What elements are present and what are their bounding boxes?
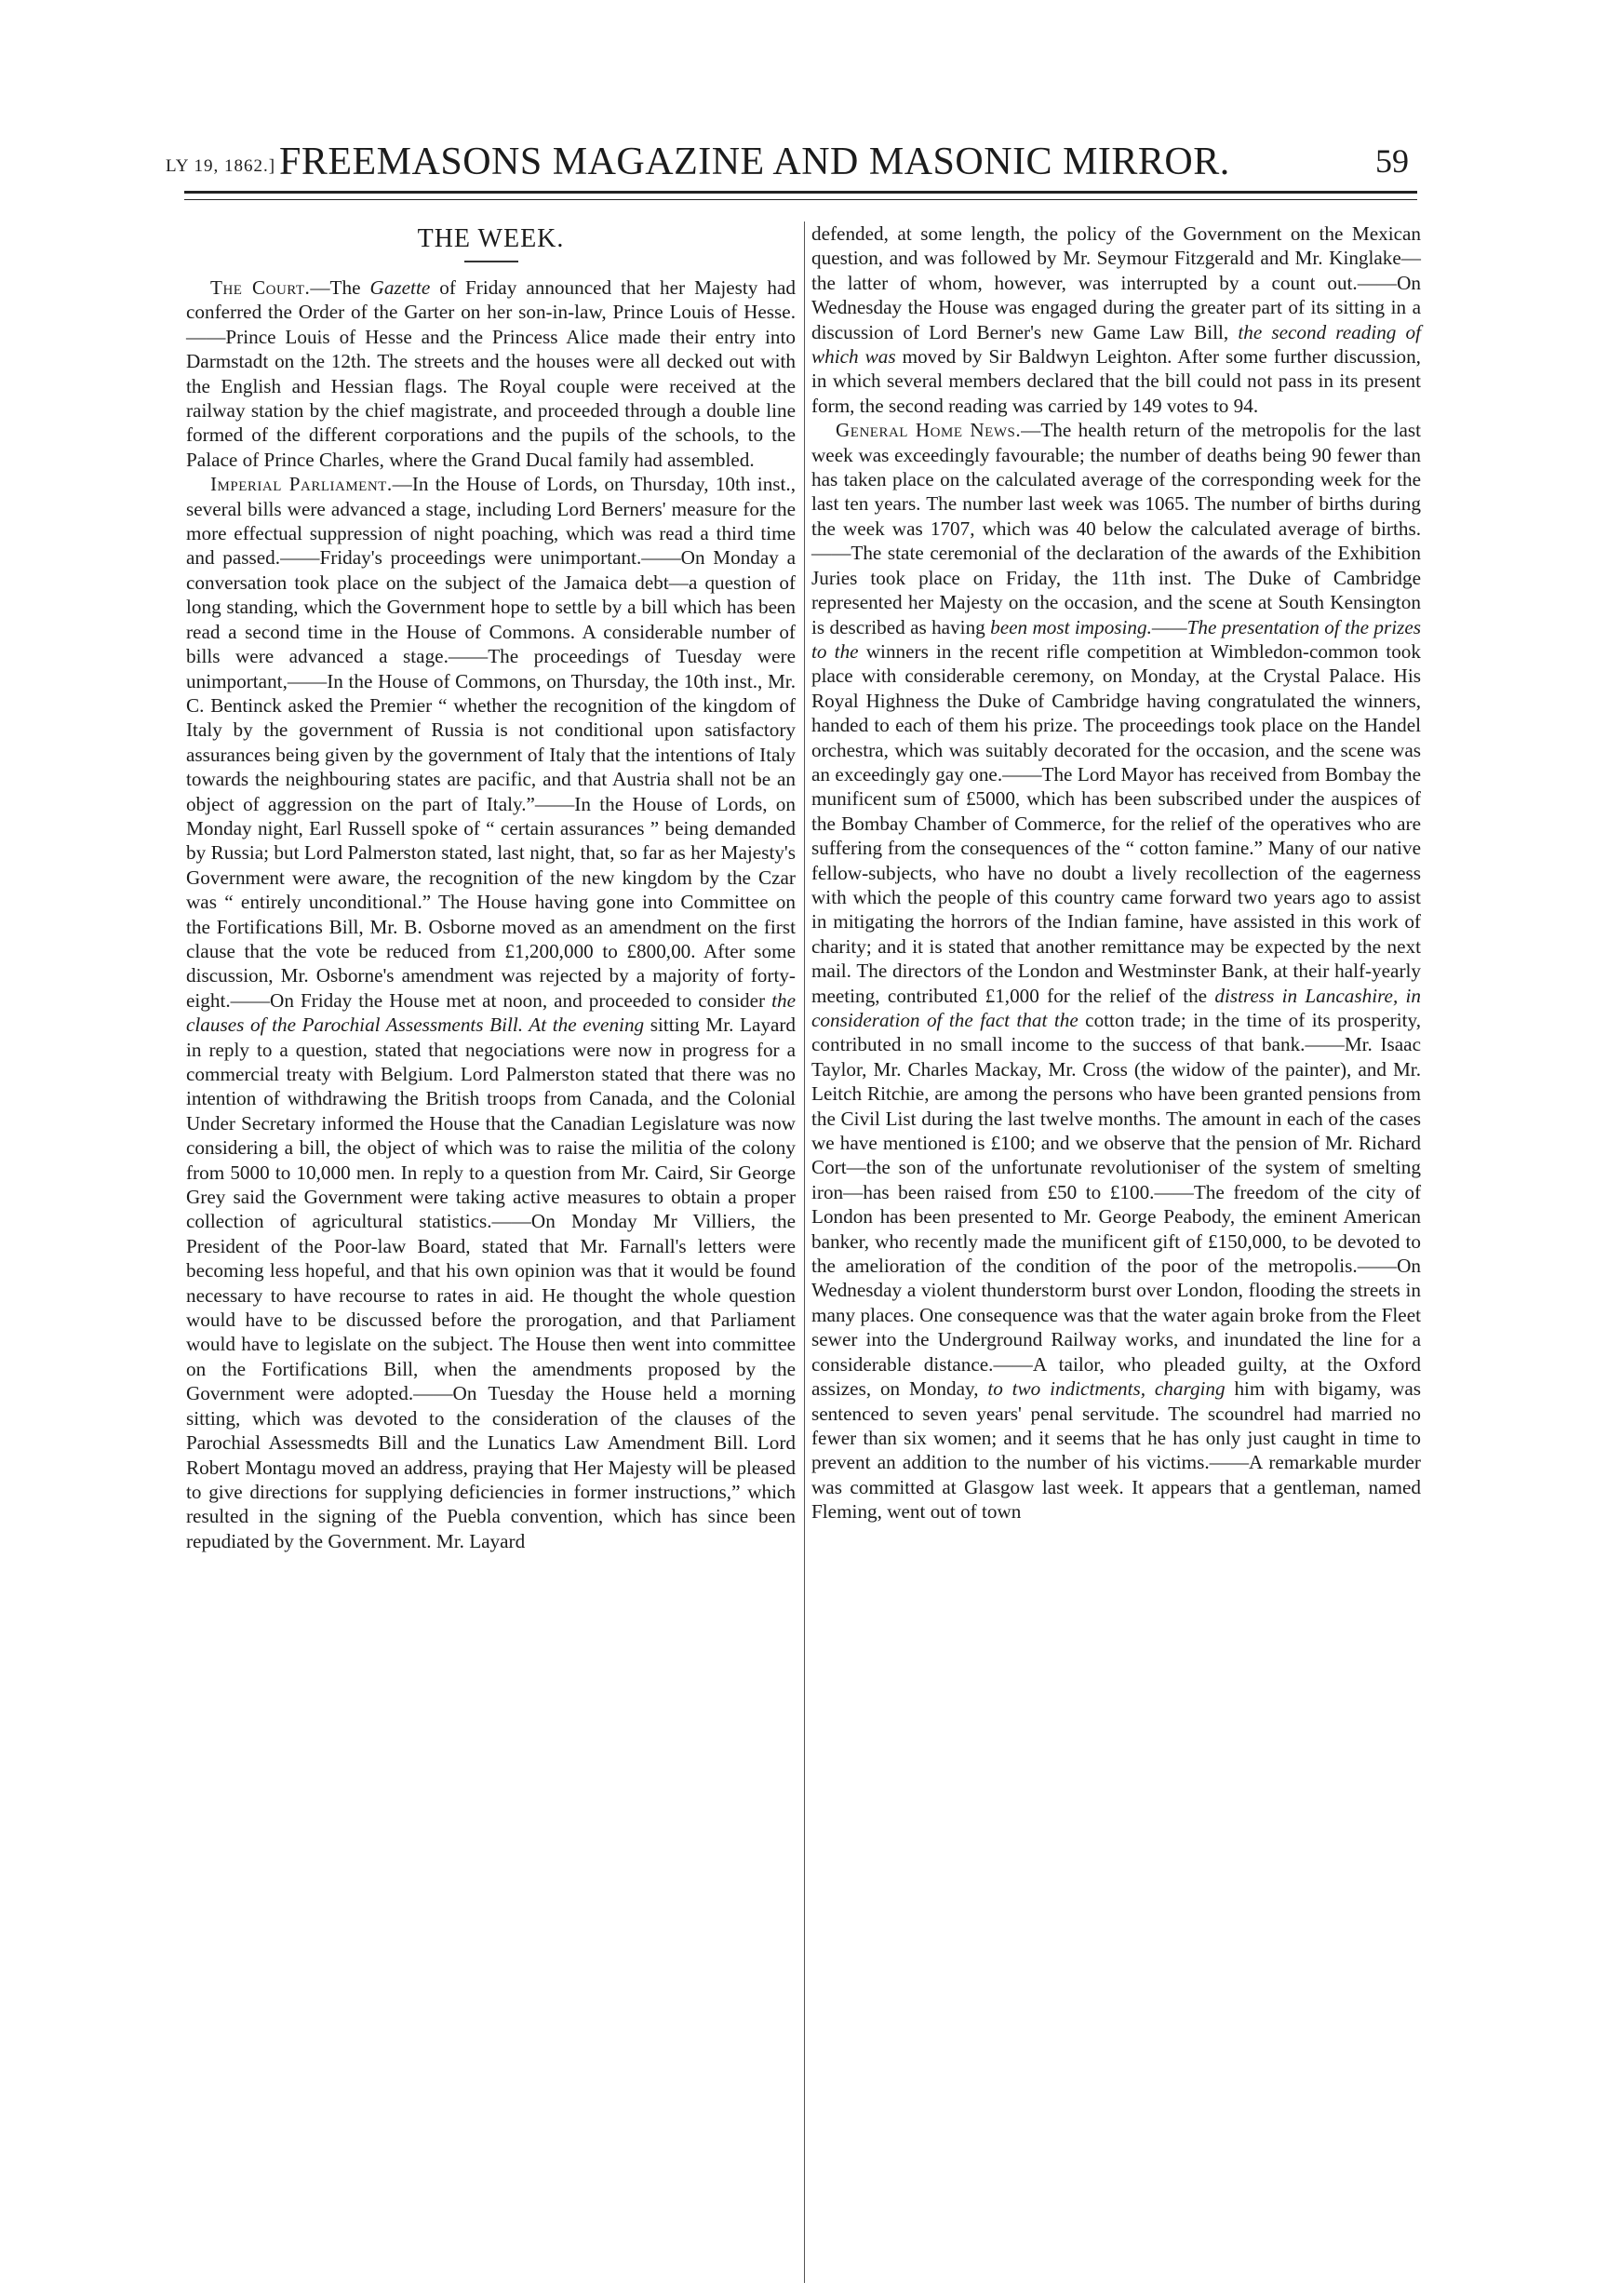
italic-run: the clauses of the Parochial Assessments Bill. At the evening <box>186 988 796 1037</box>
page-number: 59 <box>1375 142 1409 180</box>
lead-court: The Court. <box>210 276 311 299</box>
text-run: moved by Sir Baldwyn Leighton. After some further discussion, in which several members declared that the bill could not pass in its present form, the second reading was carried by 149 votes to 94. <box>811 345 1421 417</box>
right-column <box>811 222 1421 1524</box>
paragraph-home-news <box>811 418 1421 1524</box>
italic-run: distress in Lancashire, in consideration of the fact that the <box>811 984 1421 1031</box>
text-run: —The <box>310 276 370 299</box>
title-rule <box>464 261 518 262</box>
header-rule-thick <box>184 191 1417 194</box>
header-rule-thin <box>184 199 1417 200</box>
running-head-date: LY 19, 1862.] <box>166 156 276 176</box>
text-run: —In the House of Lords, on Thursday, 10th inst., several bills were advanced a stage, including Lord Berners' measure for the more effectual suppression of night poaching, which was read a third time and passed.——Friday's proceedings were unimportant.——On Monday a conversation took place on the subject of the Jamaica debt—a question of long standing, which the Government hope to settle by a bill which has been read a second time in the House of Commons. A considerable number of bills were advanced a stage.——The proceedings of Tuesday were unimportant,——In the House of Commons, on Thursday, the 10th inst., Mr. C. Bentinck asked the Premier “ whether the recognition of the kingdom of Italy by the government of Russia is not conditional upon satisfactory assurances being given by the government of Italy that the intentions of Italy towards the neighbouring states are pacific, and that Austria shall not be an object of aggression on the part of Italy.”——In the House of Lords, on Monday night, Earl Russell spoke of “ certain assurances ” being demanded by Russia; but Lord Palmerston stated, last night, that, so far as her Majesty's Government were aware, the recognition of the new kingdom by the Czar was “ entirely unconditional.” The House having gone into Committee on the Fortifications Bill, Mr. B. Osborne moved as an amendment on the first clause that the vote be reduced from £1,200,000 to £800,00. After some discussion, Mr. Osborne's amendment was rejected by a majority of forty-eight.——On Friday the House met at noon, and proceeded to consider <box>186 473 797 1012</box>
text-run: —The health return of the metropolis for the last week was exceedingly favourable; the number of deaths being 90 fewer than has taken place on the calculated average of the corresponding week for the last ten years. The number last week was 1065. The number of births during the week was 1707, which was 40 below the calculated average of births.——The state ceremonial of the declaration of the awards of the Exhibition Juries took place on Friday, the 11th inst. The Duke of Cambridge represented her Majesty on the occasion, and the scene at South Kensington is described as having <box>811 419 1421 638</box>
left-column <box>186 223 796 1553</box>
paragraph-parliament <box>186 472 796 1553</box>
section-title: THE WEEK. <box>417 224 565 253</box>
italic-run: to two indictments, charging <box>987 1377 1226 1401</box>
text-run: sitting Mr. Layard in reply to a question, stated that negociations were now in progress for a commercial treaty with Belgium. Lord Palmerston stated that there was no intention of withdrawing the British troops from Canada, and the Colonial Under Secretary informed the House that the Canadian Legislature was now considering a bill, the object of which was to raise the militia of the colony from 5000 to 10,000 men. In reply to a question from Mr. Caird, Sir George Grey said the Government were taking active measures to obtain a proper collection of agricultural statistics.——On Monday Mr Villiers, the President of the Poor-law Board, stated that Mr. Farnall's letters were becoming less hopeful, and that his own opinion was that it would be found necessary to have recourse to rates in aid. He thought the whole question would have to be discussed before the prorogation, and that Parliament would have to legislate on the subject. The House then went into committee on the Fortifications Bill, when the amendments proposed by the Government were adopted.——On Tuesday the House held a morning sitting, which was devoted to the consideration of the clauses of the Parochial Assessmedts Bill and the Lunatics Law Amendment Bill. Lord Robert Montagu moved an address, praying that Her Majesty will be pleased to give directions for supplying deficiencies in former instructions,” which resulted in the signing of the Puebla convention, which has since been repudiated by the Government. Mr. Layard <box>186 1014 796 1552</box>
lead-home-news: General Home News. <box>836 419 1022 442</box>
italic-run: been most imposing.——The presentation of the prizes to the <box>811 615 1421 663</box>
text-run: him with bigamy, was sentenced to seven years' penal servitude. The scoundrel had married no fewer than six women; and it seems that he has only just caught in time to prevent an addition to the number of his victims.——A remarkable murder was committed at Glasgow last week. It appears that a gentleman, named Fleming, went out of town <box>811 1377 1421 1524</box>
text-run: winners in the recent rifle competition at Wimbledon-common took place with considerable ceremony, on Monday, at the Crystal Palace. His Royal Highness the Duke of Cambridge having congratulated the winners, handed to each of them his prize. The proceedings took place on the Handel orchestra, which was suitably decorated for the occasion, and the scene was an exceedingly gay one.——The Lord Mayor has received from Bombay the munificent sum of £5000, which has been subscribed under the auspices of the Bombay Chamber of Commerce, for the relief of the operatives who are suffering from the consequences of the “ cotton famine.” Many of our native fellow-subjects, who have no doubt a lively recollection of the eagerness with which the people of this country came forward two years ago to assist in mitigating the horrors of the Indian famine, have assisted in this work of charity; and it is stated that another remittance may be expected by the next mail. The directors of the London and Westminster Bank, at their half-yearly meeting, contributed £1,000 for the relief of the <box>811 639 1421 1007</box>
paragraph-parliament-continued <box>811 222 1421 418</box>
italic-run: the second reading of which was <box>811 320 1421 369</box>
running-head-title: FREEMASONS MAGAZINE AND MASONIC MIRROR. <box>279 141 1230 183</box>
column-divider <box>804 222 805 2283</box>
lead-parliament: Imperial Parliament. <box>210 473 393 496</box>
italic-run: Gazette <box>369 276 431 299</box>
text-run: of Friday announced that her Majesty had conferred the Order of the Garter on her son-in-law, Prince Louis of Hesse.——Prince Louis of Hesse and the Princess Alice made their entry into Darmstadt on the 12th. The streets and the houses were all decked out with the English and Hessian flags. The Royal couple were received at the railway station by the chief magistrate, and proceeded through a double line formed of the different corporations and the pupils of the schools, to the Palace of Prince Charles, where the Grand Ducal family had assembled. <box>186 276 796 471</box>
paragraph-court <box>186 275 796 472</box>
text-run: cotton trade; in the time of its prosperity, contributed in no small income to the success of that bank.——Mr. Isaac Taylor, Mr. Charles Mackay, Mr. Cross (the widow of the painter), and Mr. Leitch Ritchie, are among the persons who have been granted pensions from the Civil List during the last twelve months. The amount in each of the cases we have mentioned is £100; and we observe that the pension of Mr. Richard Cort—the son of the unfortunate revolutioniser of the system of smelting iron—has been raised from £50 to £100.——The freedom of the city of London has been presented to Mr. George Peabody, the eminent American banker, who recently made the munificent gift of £150,000, to be devoted to the amelioration of the condition of the poor of the metropolis.——On Wednesday a violent thunderstorm burst over London, flooding the streets in many places. One consequence was that the water again broke from the Fleet sewer into the Underground Railway works, and inundated the line for a considerable distance.——A tailor, who pleaded guilty, at the Oxford assizes, on Monday, <box>811 1009 1421 1401</box>
text-run: defended, at some length, the policy of the Government on the Mexican question, and was followed by Mr. Seymour Fitzgerald and Mr. Kinglake—the latter of whom, however, was interrupted by a count out.——On Wednesday the House was engaged during the greater part of its sitting in a discussion of Lord Berner's new Game Law Bill, <box>811 222 1421 343</box>
